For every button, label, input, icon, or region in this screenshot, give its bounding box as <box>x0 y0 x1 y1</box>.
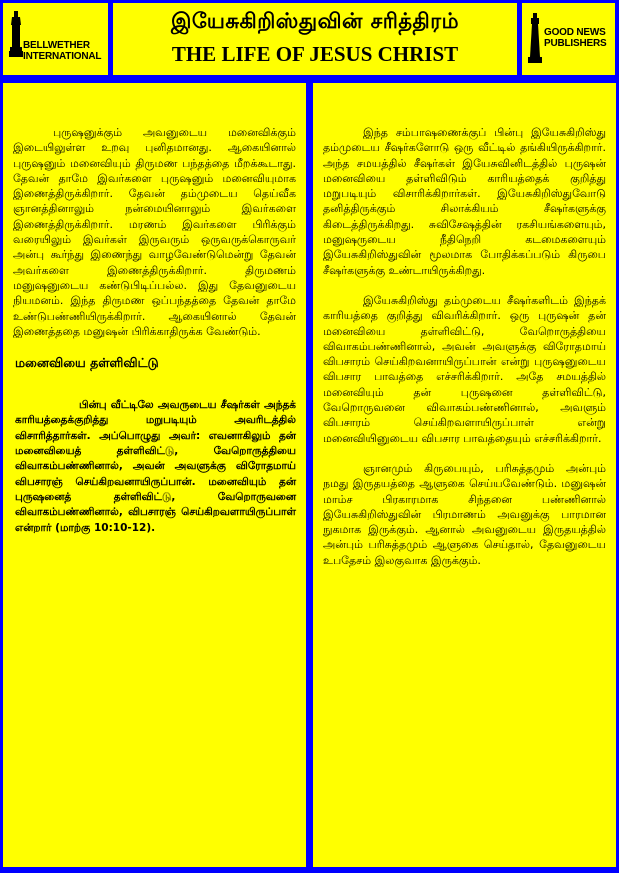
header-frame <box>0 0 619 80</box>
bellwether-logo <box>3 3 108 75</box>
lighthouse-icon <box>528 13 542 63</box>
left-column <box>3 83 306 867</box>
title-box <box>113 3 517 75</box>
body-frame <box>0 80 619 873</box>
right-paragraph-1: இந்த சம்பாஷணைக்குப் பின்பு இயேசுகிறிஸ்து தம்முடைய சீஷர்களோடு ஒரு வீட்டில் தங்கியிருக்கிறார். அந்த சமயத்தில் சீஷர்கள் இயேசுவினிடத்தில் புருஷன் மனைவியை தள்ளிவிடும் காரியத்தைக் குறித்து மறுபடியும் விசாரிக்கிறார்கள். இயேசுகிறிஸ்துவோடு தனித்திருக்கும் சிலாக்கியம் சீஷர்களுக்கு கிடைத்திருக்கிறது. சுவிசேஷத்தின் ரகசியங்களையும், மனுஷருடைய நீதிநெறி கடமைகளையும் இயேசுகிறிஸ்துவின் மூலமாக போதிக்கப்படும் கிருபை சீஷர்களுக்கு உண்டாயிருக்கிறது. <box>323 126 606 277</box>
title-english: THE LIFE OF JESUS CHRIST <box>171 42 459 66</box>
left-paragraph: புருஷனுக்கும் அவனுடைய மனைவிக்கும் இடையிலுள்ள உறவு புனிதமானது. ஆகையினால் புருஷனும் மனைவியும் திருமண பந்தத்தை மீறக்கூடாது. தேவன் தாமே இவர்களை புருஷனும் மனைவியுமாக இணைத்திருக்கிறார். தேவன் தம்முடைய தெய்வீக ஞானத்தினாலும் நன்மையினாலும் இவர்களை இணைத்திருக்கிறார். மரணம் இவர்களை பிரிக்கும் வரையிலும் இவர்கள் இருவரும் ஒருவருக்கொருவர் அன்பு கூர்ந்து இணைந்து வாழவேண்டுமென்று தேவன் அவர்களை இணைத்திருக்கிறார். திருமணம் மனுஷனுடைய கண்டுபிடிப்பல்ல. இது தேவனுடைய நியமனம். இந்த திருமண ஒப்பந்தத்தை தேவன் தாமே உண்டுபண்ணியிருக்கிறார். ஆகையினால் தேவன் இணைத்ததை மனுஷன் பிரிக்காதிருக்க வேண்டும். <box>13 126 296 338</box>
section-heading: மனைவியை தள்ளிவிட்டு <box>15 355 159 371</box>
right-paragraph-2: இயேசுகிறிஸ்து தம்முடைய சீஷர்களிடம் இந்தக் காரியத்தை குறித்து விவரிக்கிறார். ஒரு புருஷன் தன் மனைவியை தள்ளிவிட்டு, வேறொருத்தியை விவாகம்பண்ணினால், அவன் அவளுக்கு விரோதமாய் விபசாரம் செய்கிறவனாயிருப்பான் என்று புருஷனுடைய விபசார பாவத்தை எச்சரிக்கிறார். அதே சமயத்தில் மனைவியும் தன் புருஷனை தள்ளிவிட்டு, வேறொருவனை விவாகம்பண்ணினால், அவளும் விபசாரம் செய்கிறவளாயிருப்பாள் என்று மனைவியினுடைய விபசார பாவத்தையும் எச்சரிக்கிறார். <box>323 293 606 445</box>
scripture-quote: பின்பு வீட்டிலே அவருடைய சீஷர்கள் அந்தக் காரியத்தைக்குறித்து மறுபடியும் அவரிடத்தில் விசாரித்தார்கள். அப்பொழுது அவர்: எவனாகிலும் தன் மனைவியைத் தள்ளிவிட்டு, வேறொருத்தியை விவாகம்பண்ணினால், அவன் அவளுக்கு விரோதமாய் விபசாரஞ் செய்கிறவனாயிருப்பான். மனைவியும் தன் புருஷனைத் தள்ளிவிட்டு, வேறொருவனை விவாகம்பண்ணினால், விபசாரஞ் செய்கிறவளாயிருப்பாள் என்றார் (மாற்கு 10:10-12). <box>15 399 296 534</box>
good-news-logo <box>522 3 615 75</box>
right-logo-line2: PUBLISHERS <box>544 38 607 49</box>
right-logo-line1: GOOD NEWS <box>544 27 606 38</box>
right-paragraph-3: ஞானமும் கிருபையும், பரிசுத்தமும் அன்பும் நமது இருதயத்தை ஆளுகை செய்யவேண்டும். மனுஷன் மாம்ச பிரகாரமாக சிந்தனை பண்ணினால் இயேசுகிறிஸ்துவின் பிரமாணம் அவனுக்கு பாரமான நுகமாக இருக்கும். ஆனால் அவனுடைய இருதயத்தில் அன்பும் பரிசுத்தமும் ஆளுகை செய்தால், தேவனுடைய உபதேசம் இலகுவாக இருக்கும். <box>323 461 606 567</box>
title-tamil: இயேசுகிறிஸ்துவின் சரித்திரம் <box>170 9 460 33</box>
right-column <box>313 83 616 867</box>
bell-tower-icon <box>9 11 23 57</box>
left-logo-line2: INTERNATIONAL <box>23 51 102 62</box>
left-logo-line1: BELLWETHER <box>23 40 90 51</box>
